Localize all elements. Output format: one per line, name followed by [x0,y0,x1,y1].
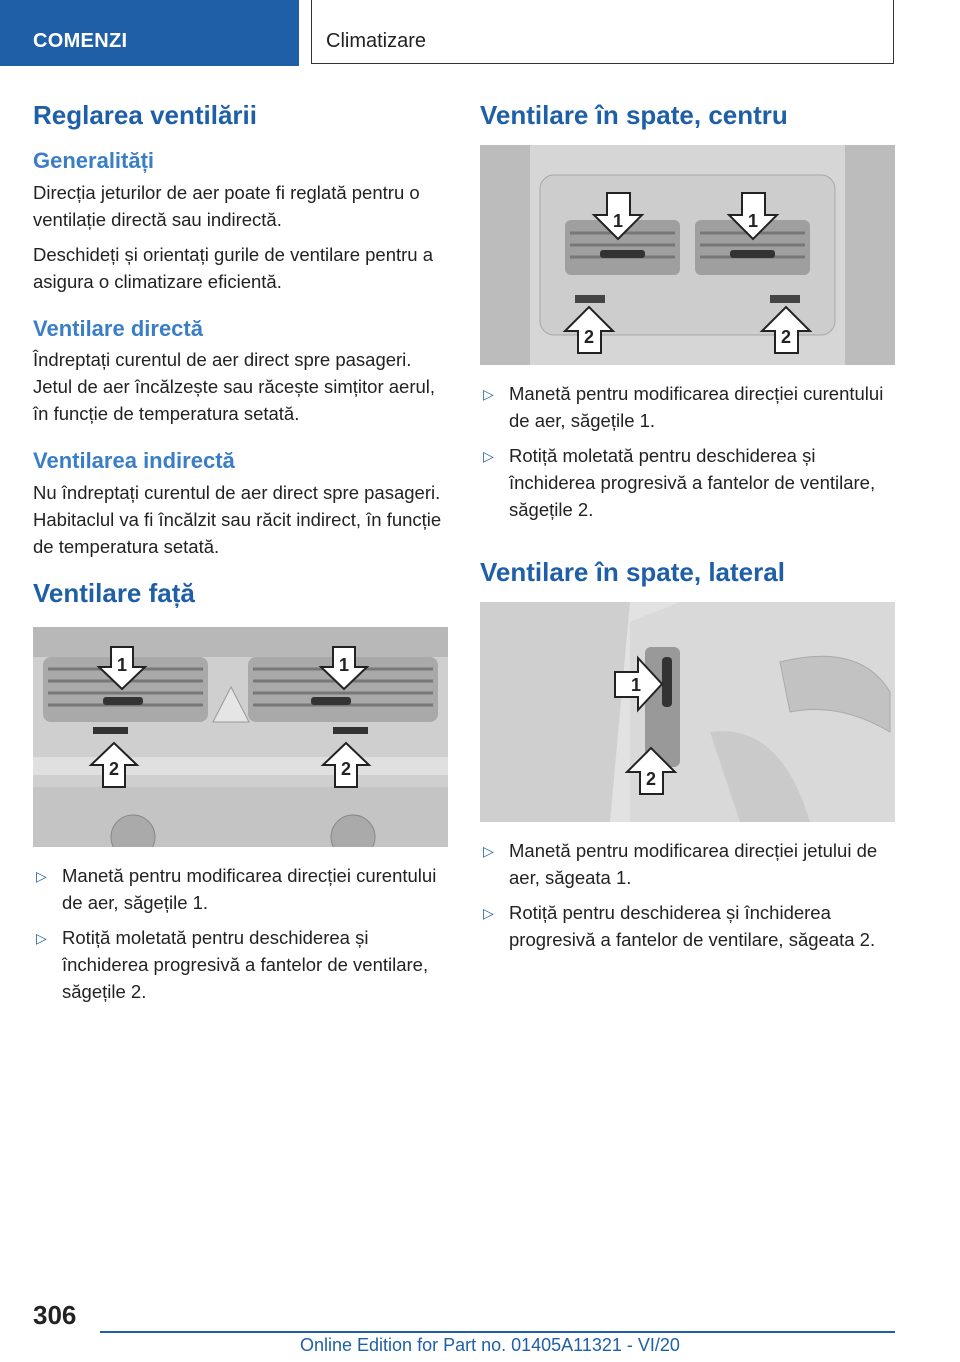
footer-text: Online Edition for Part no. 01405A11321 - VI/20 [300,1335,680,1355]
front-vent-figure [33,627,448,847]
rear-side-label-2: 2 [645,769,657,790]
bullet-triangle-icon: ▷ [483,386,494,403]
general-paragraph-1: Direcția jeturilor de aer poate fi reglată pentru o ventilație directă sau indirectă. [33,181,420,230]
indirect-paragraph: Nu îndreptați curentul de aer direct spre pasageri. Habitaclul va fi încălzit sau răcit indirect, în funcție de temperatura setată. [33,481,442,557]
chapter-tab [311,0,894,64]
rear-center-figure [480,145,895,365]
rear-center-list [480,380,895,523]
rear-center-label-2a: 2 [583,327,595,348]
section-label: COMENZI [33,30,128,52]
list-item: ▷ Manetă pentru modificarea direcției curentului de aer, săgețile 1. [36,865,437,914]
front-vent-title: Ventilare față [33,577,195,608]
direct-paragraph: Îndreptați curentul de aer direct spre pasageri. Jetul de aer încălzește sau răcește simțitor aerul, în funcție de temperatura setată. [33,349,436,425]
front-label-1b: 1 [338,655,350,676]
rear-side-title: Ventilare în spate, lateral [480,557,785,588]
chapter-label: Climatizare [326,30,427,52]
bullet-triangle-icon: ▷ [483,843,494,860]
page-number: 306 [33,1300,77,1330]
rear-side-figure [480,602,895,822]
bullet-triangle-icon: ▷ [36,930,47,947]
list-item: ▷ Rotiță moletată pentru deschiderea și închiderea progresivă a fantelor de ventilare, săgețile 2. [483,445,876,521]
section-tab [0,0,299,66]
rear-center-title: Ventilare în spate, centru [480,100,788,130]
bullet-triangle-icon: ▷ [483,905,494,922]
rear-side-label-1: 1 [630,675,642,696]
list-item: ▷ Manetă pentru modificarea direcției curentului de aer, săgețile 1. [483,383,884,432]
front-vent-list [33,862,448,1005]
page-title: Reglarea ventilării [33,100,257,130]
front-label-2a: 2 [108,759,120,780]
rear-center-label-1b: 1 [747,211,759,232]
list-item: ▷ Rotiță pentru deschiderea și închiderea progresivă a fantelor de ventilare, săgeata 2. [483,902,876,951]
rear-center-label-1a: 1 [612,211,624,232]
bullet-triangle-icon: ▷ [36,868,47,885]
general-heading: Generalități [33,148,155,174]
right-column [480,100,895,953]
footer-divider [100,1331,895,1333]
direct-heading: Ventilare directă [33,315,203,341]
front-label-2b: 2 [340,759,352,780]
rear-center-label-2b: 2 [780,327,792,348]
rear-side-list [480,837,895,953]
list-item: ▷ Rotiță moletată pentru deschiderea și închiderea progresivă a fantelor de ventilare, săgețile 2. [36,927,429,1003]
general-paragraph-2: Deschideți și orientați gurile de ventilare pentru a asigura o climatizare eficientă. [33,243,434,292]
front-label-1a: 1 [116,655,128,676]
indirect-heading: Ventilarea indirectă [33,448,235,474]
list-item: ▷ Manetă pentru modificarea direcției jetului de aer, săgeata 1. [483,840,878,889]
bullet-triangle-icon: ▷ [483,448,494,465]
left-column [33,100,448,1005]
